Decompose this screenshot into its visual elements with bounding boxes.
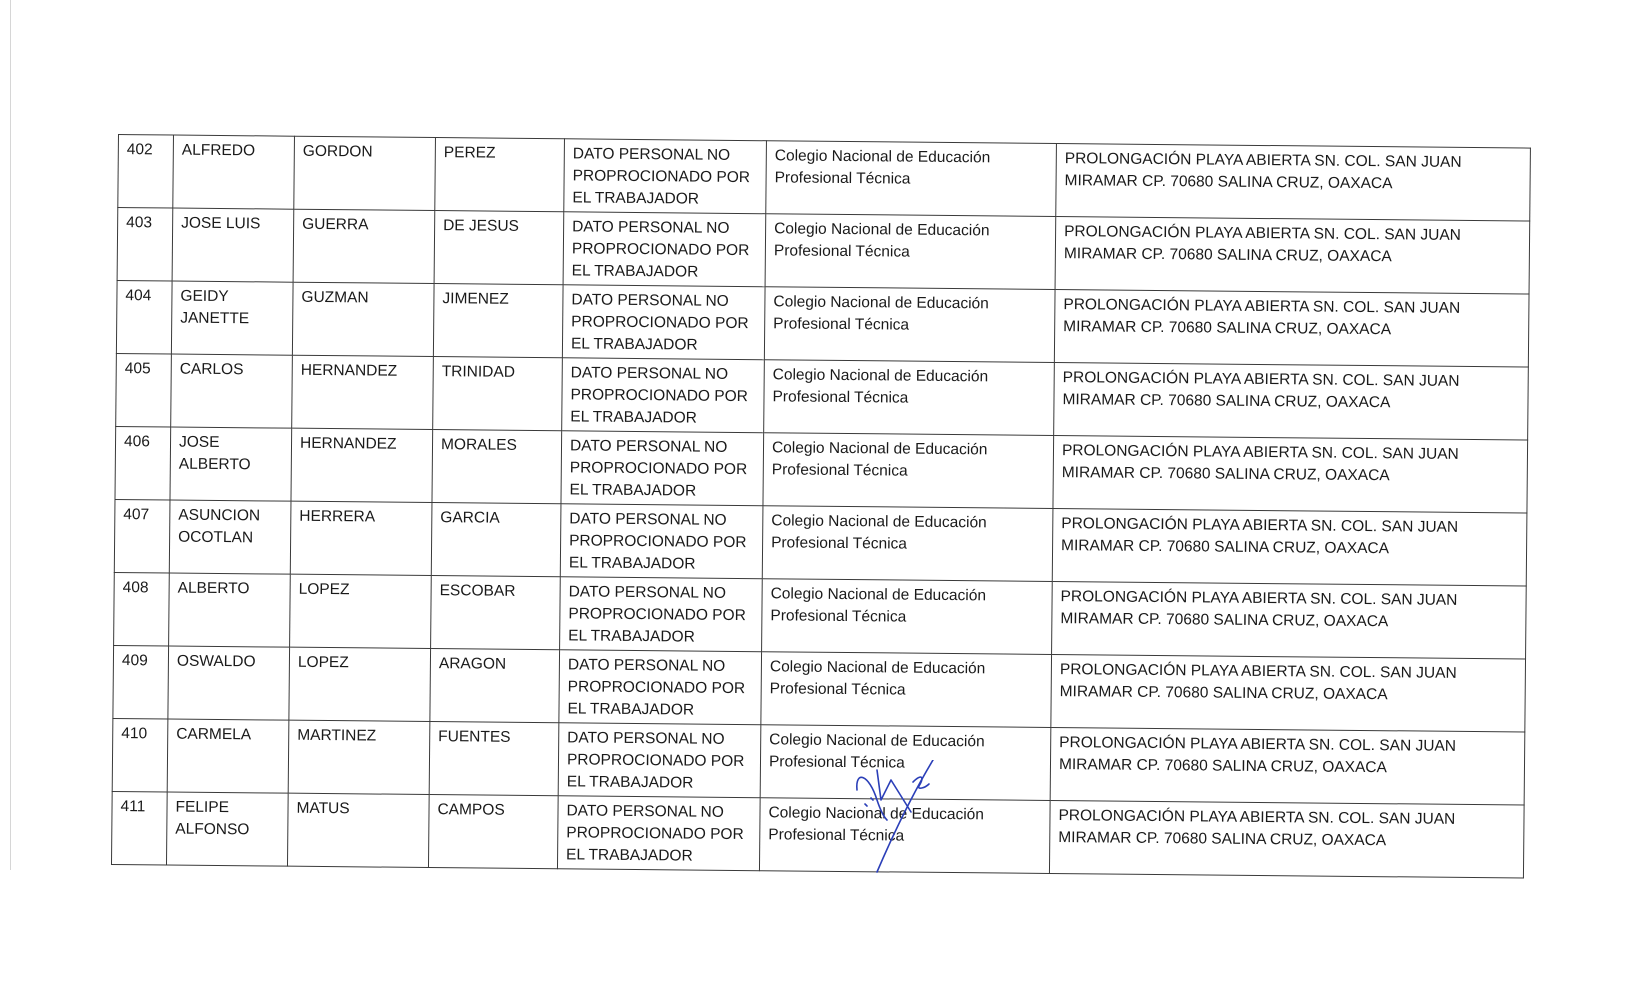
first-name-cell: GEIDY JANETTE: [171, 281, 293, 355]
row-number-cell: 409: [113, 645, 169, 719]
row-number-cell: 411: [111, 791, 167, 865]
personal-data-note-cell: DATO PERSONAL NO PROPROCIONADO POR EL TRABAJADOR: [560, 504, 763, 579]
institution-address-cell: PROLONGACIÓN PLAYA ABIERTA SN. COL. SAN JUAN MIRAMAR CP. 70680 SALINA CRUZ, OAXACA: [1052, 581, 1527, 659]
table-row: [114, 499, 1527, 586]
maternal-surname-cell: TRINIDAD: [433, 357, 563, 431]
maternal-surname-cell: ESCOBAR: [431, 576, 561, 650]
maternal-surname-cell: PEREZ: [435, 138, 565, 212]
maternal-surname-cell: DE JESUS: [434, 211, 564, 285]
institution-address-cell: PROLONGACIÓN PLAYA ABIERTA SN. COL. SAN JUAN MIRAMAR CP. 70680 SALINA CRUZ, OAXACA: [1055, 217, 1530, 295]
institution-address-cell: PROLONGACIÓN PLAYA ABIERTA SN. COL. SAN JUAN MIRAMAR CP. 70680 SALINA CRUZ, OAXACA: [1049, 800, 1524, 878]
institution-address-cell: PROLONGACIÓN PLAYA ABIERTA SN. COL. SAN JUAN MIRAMAR CP. 70680 SALINA CRUZ, OAXACA: [1051, 654, 1526, 732]
personal-data-note-cell: DATO PERSONAL NO PROPROCIONADO POR EL TRABAJADOR: [557, 796, 760, 871]
row-number-cell: 404: [116, 280, 172, 354]
first-name-cell: CARLOS: [171, 354, 293, 428]
row-number-cell: 406: [115, 426, 171, 500]
institution-address-cell: PROLONGACIÓN PLAYA ABIERTA SN. COL. SAN JUAN MIRAMAR CP. 70680 SALINA CRUZ, OAXACA: [1054, 362, 1529, 440]
paternal-surname-cell: HERRERA: [290, 501, 432, 575]
first-name-cell: JOSE ALBERTO: [170, 427, 292, 501]
institution-name-cell: Colegio Nacional de Educación Profesional Técnica: [763, 433, 1054, 509]
row-number-cell: 402: [118, 135, 174, 209]
paternal-surname-cell: LOPEZ: [289, 647, 431, 721]
paternal-surname-cell: HERNANDEZ: [292, 355, 434, 429]
table-row: [115, 426, 1528, 513]
institution-address-cell: PROLONGACIÓN PLAYA ABIERTA SN. COL. SAN JUAN MIRAMAR CP. 70680 SALINA CRUZ, OAXACA: [1052, 508, 1527, 586]
paternal-surname-cell: GUZMAN: [292, 282, 434, 356]
institution-name-cell: Colegio Nacional de Educación Profesional Técnica: [766, 141, 1057, 217]
maternal-surname-cell: FUENTES: [429, 722, 559, 796]
first-name-cell: ALBERTO: [169, 573, 291, 647]
personal-data-note-cell: DATO PERSONAL NO PROPROCIONADO POR EL TRABAJADOR: [564, 139, 767, 214]
paternal-surname-cell: MARTINEZ: [288, 720, 430, 794]
maternal-surname-cell: JIMENEZ: [433, 284, 563, 358]
institution-name-cell: Colegio Nacional de Educación Profesional Técnica: [764, 360, 1055, 436]
maternal-surname-cell: CAMPOS: [428, 795, 558, 869]
institution-address-cell: PROLONGACIÓN PLAYA ABIERTA SN. COL. SAN JUAN MIRAMAR CP. 70680 SALINA CRUZ, OAXACA: [1050, 727, 1525, 805]
institution-name-cell: Colegio Nacional de Educación Profesional Técnica: [759, 798, 1050, 874]
first-name-cell: ALFREDO: [173, 135, 295, 209]
row-number-cell: 405: [116, 353, 172, 427]
first-name-cell: FELIPE ALFONSO: [166, 792, 288, 866]
personal-data-note-cell: DATO PERSONAL NO PROPROCIONADO POR EL TRABAJADOR: [562, 285, 765, 360]
row-number-cell: 410: [112, 718, 168, 792]
first-name-cell: CARMELA: [167, 719, 289, 793]
institution-name-cell: Colegio Nacional de Educación Profesional Técnica: [765, 214, 1056, 290]
row-number-cell: 407: [114, 499, 170, 573]
personal-data-note-cell: DATO PERSONAL NO PROPROCIONADO POR EL TRABAJADOR: [561, 431, 764, 506]
personal-data-note-cell: DATO PERSONAL NO PROPROCIONADO POR EL TRABAJADOR: [562, 358, 765, 433]
personal-data-note-cell: DATO PERSONAL NO PROPROCIONADO POR EL TRABAJADOR: [563, 212, 766, 287]
institution-name-cell: Colegio Nacional de Educación Profesional Técnica: [760, 725, 1051, 801]
page-edge-line: [10, 0, 11, 870]
institution-address-cell: PROLONGACIÓN PLAYA ABIERTA SN. COL. SAN JUAN MIRAMAR CP. 70680 SALINA CRUZ, OAXACA: [1054, 290, 1529, 368]
personal-data-note-cell: DATO PERSONAL NO PROPROCIONADO POR EL TRABAJADOR: [559, 650, 762, 725]
table-row: [118, 135, 1531, 222]
maternal-surname-cell: MORALES: [432, 430, 562, 504]
first-name-cell: JOSE LUIS: [172, 208, 294, 282]
maternal-surname-cell: ARAGON: [430, 649, 560, 723]
table-row: [113, 645, 1526, 732]
table-row: [111, 791, 1524, 878]
institution-name-cell: Colegio Nacional de Educación Profesional Técnica: [764, 287, 1055, 363]
table-row: [116, 353, 1529, 440]
table-row: [112, 718, 1525, 805]
paternal-surname-cell: MATUS: [287, 793, 429, 867]
paternal-surname-cell: LOPEZ: [290, 574, 432, 648]
paternal-surname-cell: GUERRA: [293, 209, 435, 283]
table-row: [114, 572, 1527, 659]
institution-address-cell: PROLONGACIÓN PLAYA ABIERTA SN. COL. SAN JUAN MIRAMAR CP. 70680 SALINA CRUZ, OAXACA: [1056, 144, 1531, 222]
row-number-cell: 403: [117, 208, 173, 282]
maternal-surname-cell: GARCIA: [431, 503, 561, 577]
personal-data-note-cell: DATO PERSONAL NO PROPROCIONADO POR EL TRABAJADOR: [558, 723, 761, 798]
signature-mark: [855, 760, 975, 880]
first-name-cell: OSWALDO: [168, 646, 290, 720]
paternal-surname-cell: HERNANDEZ: [291, 428, 433, 502]
institution-name-cell: Colegio Nacional de Educación Profesional Técnica: [762, 579, 1053, 655]
paternal-surname-cell: GORDON: [294, 136, 436, 210]
first-name-cell: ASUNCION OCOTLAN: [169, 500, 291, 574]
table-row: [116, 280, 1529, 367]
row-number-cell: 408: [114, 572, 170, 646]
records-table: [111, 134, 1531, 879]
institution-name-cell: Colegio Nacional de Educación Profesional Técnica: [762, 506, 1053, 582]
table-row: [117, 208, 1530, 295]
personal-data-note-cell: DATO PERSONAL NO PROPROCIONADO POR EL TRABAJADOR: [560, 577, 763, 652]
institution-name-cell: Colegio Nacional de Educación Profesional Técnica: [761, 652, 1052, 728]
institution-address-cell: PROLONGACIÓN PLAYA ABIERTA SN. COL. SAN JUAN MIRAMAR CP. 70680 SALINA CRUZ, OAXACA: [1053, 435, 1528, 513]
